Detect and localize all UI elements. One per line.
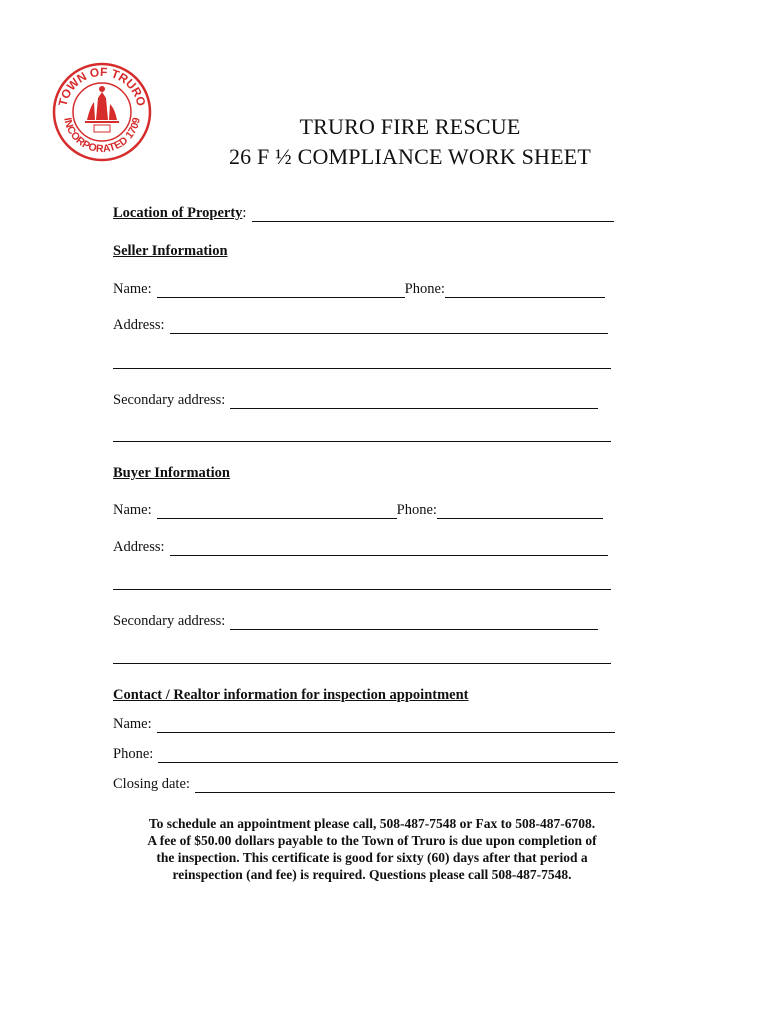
- seller-phone-field[interactable]: [445, 281, 605, 298]
- buyer-heading: Buyer Information: [113, 465, 230, 481]
- notice-line-1: To schedule an appointment please call, 508-487-7548 or Fax to 508-487-6708.: [148, 816, 596, 831]
- notice-line-3: the inspection. This certificate is good for sixty (60) days after that period a: [156, 850, 588, 865]
- location-colon: :: [242, 205, 247, 221]
- contact-closing-field[interactable]: [195, 776, 615, 793]
- seller-name-field[interactable]: [157, 281, 405, 298]
- seller-name-label: Name:: [113, 281, 152, 297]
- seller-phone-label: Phone:: [404, 281, 445, 297]
- contact-name-row: [113, 713, 615, 733]
- location-row: [113, 202, 614, 222]
- svg-text:TOWN OF TRURO: TOWN OF TRURO: [55, 64, 149, 108]
- location-label: Location of Property: [113, 205, 243, 221]
- seller-name-row: [113, 278, 605, 298]
- seller-address-row: [113, 314, 608, 334]
- buyer-name-field[interactable]: [157, 502, 397, 519]
- buyer-secondary-row: [113, 610, 598, 630]
- contact-phone-label: Phone:: [113, 746, 154, 762]
- buyer-address-field[interactable]: [170, 539, 608, 556]
- scheduling-notice: [110, 815, 634, 883]
- contact-closing-row: [113, 773, 615, 793]
- contact-name-label: Name:: [113, 716, 152, 732]
- seller-address-label: Address:: [113, 317, 165, 333]
- notice-line-4: reinspection (and fee) is required. Questions please call 508-487-7548.: [172, 867, 572, 882]
- buyer-name-label: Name:: [113, 502, 152, 518]
- buyer-name-row: [113, 499, 603, 519]
- contact-closing-label: Closing date:: [113, 776, 190, 792]
- seller-secondary-row: [113, 389, 598, 409]
- notice-line-2: A fee of $50.00 dollars payable to the Town of Truro is due upon completion of: [147, 833, 597, 848]
- contact-phone-field[interactable]: [158, 746, 618, 763]
- buyer-secondary-label: Secondary address:: [113, 613, 226, 629]
- buyer-secondary-line2[interactable]: [113, 663, 611, 664]
- contact-phone-row: [113, 743, 618, 763]
- seller-heading: Seller Information: [113, 243, 228, 259]
- page-title: TRURO FIRE RESCUE: [299, 114, 521, 139]
- buyer-phone-field[interactable]: [437, 502, 603, 519]
- buyer-address-label: Address:: [113, 539, 165, 555]
- seller-secondary-line2[interactable]: [113, 441, 611, 442]
- svg-text:INCORPORATED 1709: INCORPORATED 1709: [61, 116, 143, 156]
- buyer-address-row: [113, 536, 608, 556]
- page-subtitle: 26 F ½ COMPLIANCE WORK SHEET: [228, 144, 592, 169]
- seller-secondary-field[interactable]: [230, 392, 598, 409]
- contact-name-field[interactable]: [157, 716, 615, 733]
- buyer-secondary-field[interactable]: [230, 613, 598, 630]
- seller-address-line2[interactable]: [113, 368, 611, 369]
- location-field[interactable]: [252, 205, 614, 222]
- seller-address-field[interactable]: [170, 317, 608, 334]
- buyer-address-line2[interactable]: [113, 589, 611, 590]
- seller-secondary-label: Secondary address:: [113, 392, 226, 408]
- buyer-phone-label: Phone:: [396, 502, 437, 518]
- contact-heading: Contact / Realtor information for inspection appointment: [113, 687, 469, 703]
